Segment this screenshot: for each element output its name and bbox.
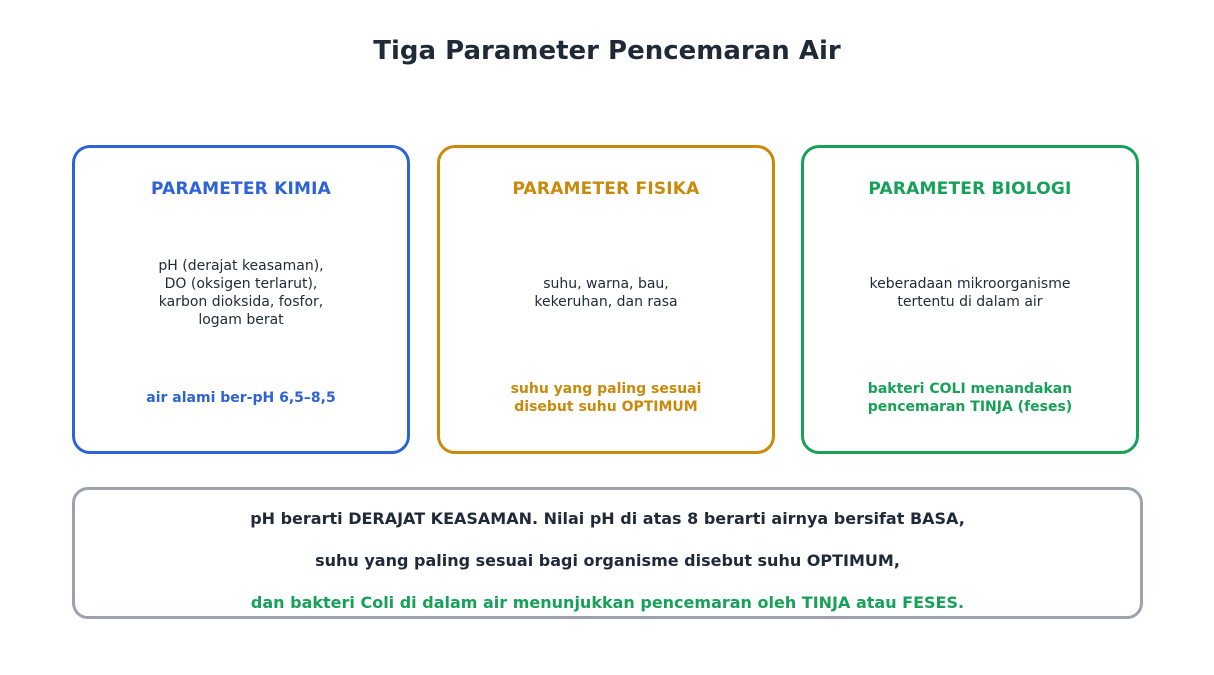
card-parameter-biologi: [801, 145, 1139, 454]
description-line: logam berat: [198, 311, 284, 328]
card-description: [870, 275, 1071, 311]
card-parameter-kimia: [72, 145, 410, 454]
summary-line-2: suhu yang paling sesuai bagi organisme disebut suhu OPTIMUM,: [315, 551, 900, 570]
note-line: pencemaran TINJA (feses): [867, 399, 1073, 415]
description-line: keberadaan mikroorganisme: [869, 275, 1071, 292]
diagram-title: Tiga Parameter Pencemaran Air: [373, 36, 841, 66]
description-line: kekeruhan, dan rasa: [534, 293, 678, 310]
description-line: tertentu di dalam air: [897, 293, 1043, 310]
card-title: PARAMETER KIMIA: [151, 179, 331, 199]
note-line: suhu yang paling sesuai: [510, 381, 702, 397]
description-line: karbon dioksida, fosfor,: [158, 293, 324, 310]
card-note: [75, 389, 407, 407]
card-title: PARAMETER FISIKA: [512, 179, 700, 199]
note-line: air alami ber-pH 6,5–8,5: [146, 390, 336, 406]
description-line: suhu, warna, bau,: [543, 275, 669, 292]
summary-line-1: pH berarti DERAJAT KEASAMAN. Nilai pH di atas 8 berarti airnya bersifat BASA,: [250, 509, 965, 528]
card-note: [440, 380, 772, 416]
summary-box: [72, 487, 1143, 619]
card-note: [804, 380, 1136, 416]
card-description: [158, 257, 323, 329]
summary-line-3: dan bakteri Coli di dalam air menunjukkan pencemaran oleh TINJA atau FESES.: [250, 593, 965, 612]
note-line: bakteri COLI menandakan: [867, 381, 1073, 397]
description-line: DO (oksigen terlarut),: [164, 275, 318, 292]
card-title: PARAMETER BIOLOGI: [868, 179, 1072, 199]
card-parameter-fisika: [437, 145, 775, 454]
note-line: disebut suhu OPTIMUM: [514, 399, 698, 415]
description-line: pH (derajat keasaman),: [158, 257, 324, 274]
card-description: [534, 275, 677, 311]
